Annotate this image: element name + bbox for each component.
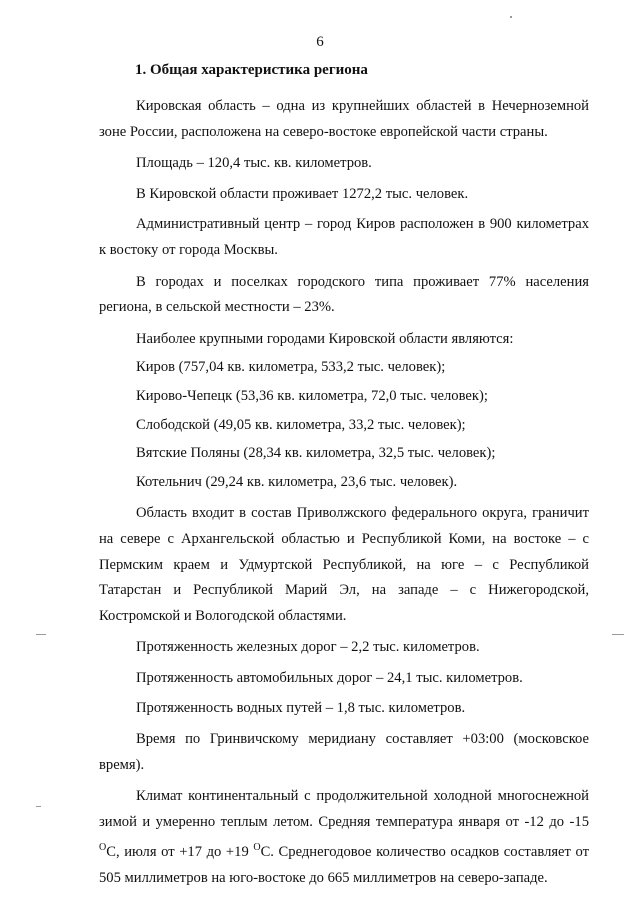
scan-mark-left-lower bbox=[36, 806, 41, 807]
scan-mark-right bbox=[612, 634, 624, 635]
paragraph-intro: Кировская область – одна из крупнейших областей в Нечерноземной зоне России, расположена на северо-востоке европейской части страны. bbox=[99, 98, 589, 140]
paragraph-capital: Административный центр – город Киров расположен в 900 километрах к востоку от города Москвы. bbox=[99, 216, 589, 258]
degree-superscript: O bbox=[253, 842, 261, 854]
paragraph-climate bbox=[99, 784, 589, 891]
scan-dot bbox=[510, 16, 512, 18]
list-item-city: Кирово-Чепецк (53,36 кв. километра, 72,0 тыс. человек); bbox=[136, 387, 488, 404]
climate-text-part3: С. Среднегодовое количество осадков составляет от 505 миллиметров на юго-востоке до 665 миллиметров на северо-западе. bbox=[99, 844, 589, 887]
list-item-city: Киров (757,04 кв. километра, 533,2 тыс. человек); bbox=[136, 359, 446, 376]
paragraph-waterways: Протяженность водных путей – 1,8 тыс. километров. bbox=[136, 700, 466, 717]
climate-text-part2: С, июля от +17 до +19 bbox=[106, 844, 254, 861]
paragraph-area: Площадь – 120,4 тыс. кв. километров. bbox=[136, 155, 372, 172]
page-number: 6 bbox=[316, 34, 324, 50]
paragraph-urban: В городах и поселках городского типа проживает 77% населения региона, в сельской местности – 23%. bbox=[99, 273, 589, 316]
paragraph-cities-intro: Наиболее крупными городами Кировской области являются: bbox=[136, 330, 514, 347]
paragraph-borders: Область входит в состав Приволжского федерального округа, граничит на севере с Архангельской областью и Республикой Коми, на востоке – с Пермским краем и Удмуртской Республикой, на юге – с Республикой Татарстан и Республикой Марий Эл, на западе – с Нижегородской, Костромской и Вологодской областями. bbox=[99, 505, 589, 624]
degree-superscript: O bbox=[99, 842, 107, 854]
document-body bbox=[99, 94, 589, 898]
list-item-city: Вятские Поляны (28,34 кв. километра, 32,5 тыс. человек); bbox=[136, 445, 496, 462]
paragraph-roads: Протяженность автомобильных дорог – 24,1 тыс. километров. bbox=[136, 669, 523, 686]
list-item-city: Котельнич (29,24 кв. километра, 23,6 тыс. человек). bbox=[136, 473, 458, 490]
paragraph-population: В Кировской области проживает 1272,2 тыс. человек. bbox=[136, 185, 469, 202]
scan-mark-left bbox=[36, 634, 46, 635]
paragraph-timezone: Время по Гринвичскому меридиану составляет +03:00 (московское время). bbox=[99, 731, 589, 773]
climate-text-part1: Климат континентальный с продолжительной холодной многоснежной зимой и умеренно теплым летом. Средняя температура января от -12 до -15 bbox=[99, 788, 589, 830]
section-heading: 1. Общая характеристика региона bbox=[135, 62, 368, 78]
paragraph-railways: Протяженность железных дорог – 2,2 тыс. километров. bbox=[136, 639, 480, 656]
list-item-city: Слободской (49,05 кв. километра, 33,2 тыс. человек); bbox=[136, 416, 466, 433]
